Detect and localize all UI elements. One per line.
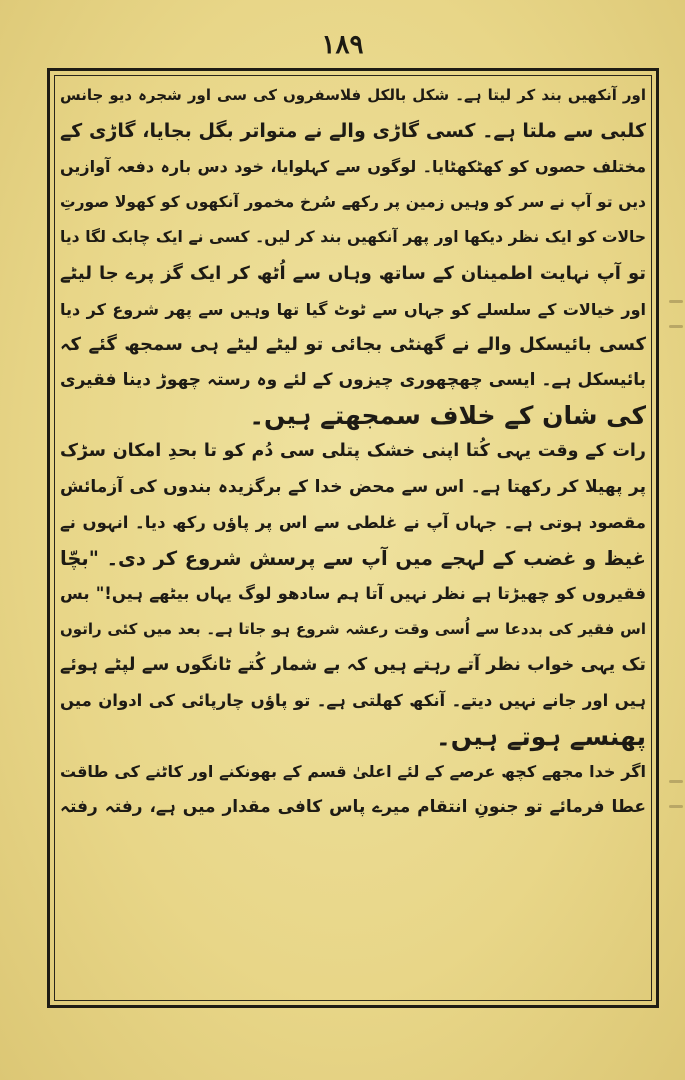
text-line: عطا فرمائے تو جنونِ انتقام میرے پاس کافی مقدار میں ہے، رفتہ رفتہ [60, 796, 646, 817]
text-line: کی شان کے خلاف سمجھتے ہیں۔ [249, 401, 646, 431]
text-line: رات کے وقت یہی کُتا اپنی خشک پتلی سی دُم کو تا بحدِ امکان سڑک [60, 440, 646, 461]
text-line: اور آنکھیں بند کر لیتا ہے۔ شکل بالکل فلاسفروں کی سی اور شجرہ دیو جانس [60, 86, 646, 104]
text-line: دیں تو آپ نے سر کو وہیں زمین پر رکھے سُرخ مخمور آنکھوں کو کھولا صورتِ [60, 192, 646, 211]
text-line: تو آپ نہایت اطمینان کے ساتھ وہاں سے اُٹھ کر ایک گز پرے جا لیٹے [60, 262, 646, 284]
text-line: غیظ و غضب کے لہجے میں آپ سے پرسش شروع کر دی۔ "بچّا [60, 546, 646, 570]
text-line: اور خیالات کے سلسلے کو جہاں سے ٹوٹ گیا تھا وہیں سے پھر شروع کر دیا [60, 299, 646, 319]
text-line: کسی بائیسکل والے نے گھنٹی بجائی تو لیٹے لیٹے ہی سمجھ گئے کہ [60, 334, 646, 356]
text-line: فقیروں کو چھیڑتا ہے نظر نہیں آتا ہم سادھو لوگ یہاں بیٹھے ہیں!" بس [60, 584, 646, 604]
page-number: ۱۸۹ [321, 30, 364, 60]
text-line: مقصود ہوتی ہے۔ جہاں آپ نے غلطی سے اس پر پاؤں رکھ دیا۔ انہوں نے [60, 513, 646, 533]
text-line: بائیسکل ہے۔ ایسی چھچھوری چیزوں کے لئے وہ رستہ چھوڑ دینا فقیری [60, 369, 646, 390]
text-line: حالات کو ایک نظر دیکھا اور پھر آنکھیں بند کر لیں۔ کسی نے ایک چابک لگا دیا [60, 228, 646, 247]
text-line: مختلف حصوں کو کھٹکھٹایا۔ لوگوں سے کہلوایا، خود دس بارہ دفعہ آوازیں [60, 157, 646, 177]
text-line: پھنسے ہوتے ہیں۔ [436, 721, 646, 751]
text-line: اگر خدا مجھے کچھ عرصے کے لئے اعلیٰ قسم کے بھونکنے اور کاٹنے کی طاقت [60, 762, 646, 782]
body-text [60, 78, 646, 1000]
text-line: پر پھیلا کر رکھتا ہے۔ اس سے محض خدا کے برگزیدہ بندوں کی آزمائش [60, 476, 646, 497]
text-line: ہیں اور جانے نہیں دیتے۔ آنکھ کھلتی ہے۔ تو پاؤں چارپائی کی ادوان میں [60, 691, 646, 711]
text-line: تک یہی خواب نظر آتے رہتے ہیں کہ بے شمار کُتے ٹانگوں سے لپٹے ہوئے [60, 654, 646, 675]
binding-holes [665, 0, 685, 1080]
text-line: اس فقیر کی بددعا سے اُسی وقت رعشہ شروع ہو جاتا ہے۔ بعد میں کئی راتوں [60, 619, 646, 638]
text-line: کلبی سے ملتا ہے۔ کسی گاڑی والے نے متواتر بگل بجایا، گاڑی کے [60, 119, 646, 142]
